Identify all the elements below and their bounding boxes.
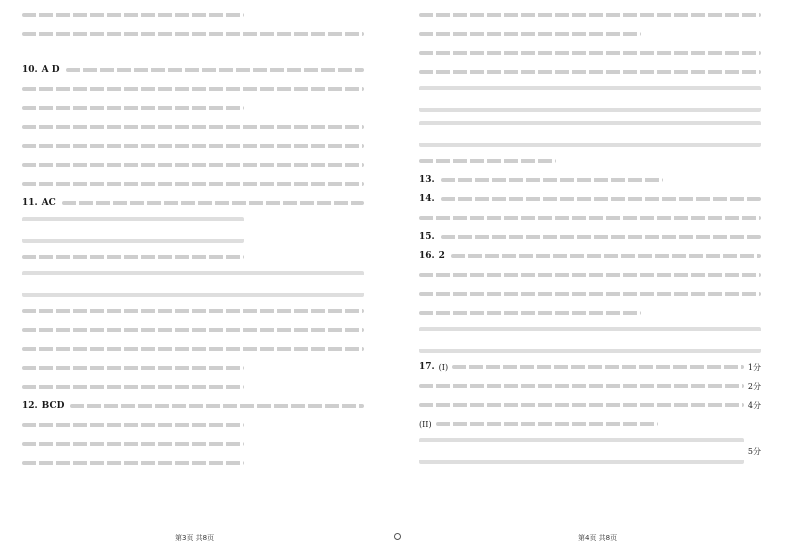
answer-key: AC — [41, 198, 56, 208]
line — [419, 213, 761, 223]
line — [22, 29, 364, 39]
question-16-heading — [419, 251, 761, 261]
line — [419, 419, 761, 429]
line — [22, 252, 364, 262]
page-number-right: 第4页 共8页 — [578, 534, 618, 542]
line — [419, 48, 761, 58]
line — [22, 271, 364, 297]
line — [22, 420, 364, 430]
line — [22, 306, 364, 316]
question-number: 14. — [419, 194, 435, 204]
question-number: 15. — [419, 232, 435, 242]
line — [419, 381, 761, 391]
line — [22, 48, 364, 58]
line — [419, 327, 761, 353]
line — [22, 84, 364, 94]
question-number: 17. — [419, 362, 435, 372]
score-label: 1分 — [747, 362, 761, 372]
question-number: 16. — [419, 251, 435, 261]
line — [22, 458, 364, 468]
question-number: 10. — [22, 65, 38, 75]
line — [419, 67, 761, 77]
line — [22, 344, 364, 354]
line — [22, 439, 364, 449]
answer-key: BCD — [41, 401, 65, 411]
question-number: 12. — [22, 401, 38, 411]
page-number-left: 第3页 共8页 — [175, 534, 215, 542]
line — [22, 382, 364, 392]
score-label: 4分 — [747, 400, 761, 410]
line — [419, 289, 761, 299]
line — [22, 363, 364, 373]
part-label: (II) — [419, 419, 432, 429]
line — [419, 308, 761, 318]
line — [419, 10, 761, 20]
score-label: 5分 — [747, 446, 761, 456]
left-page — [0, 0, 372, 530]
line — [22, 217, 364, 243]
line — [22, 141, 364, 151]
binding-hole-mark — [394, 533, 401, 540]
line — [419, 400, 761, 410]
line — [419, 438, 761, 464]
line — [22, 179, 364, 189]
right-page — [397, 0, 769, 530]
answer-key: A D — [41, 65, 60, 75]
line — [22, 325, 364, 335]
line — [419, 270, 761, 280]
line — [22, 10, 364, 20]
question-12-heading — [22, 401, 364, 411]
question-14-heading — [419, 194, 761, 204]
question-15-heading — [419, 232, 761, 242]
line — [419, 121, 761, 147]
part-label: (I) — [438, 362, 449, 372]
question-number: 11. — [22, 198, 38, 208]
score-label: 2分 — [747, 381, 761, 391]
line — [22, 103, 364, 113]
line — [22, 122, 364, 132]
answer-key: 2 — [438, 251, 445, 261]
line — [419, 86, 761, 112]
line — [22, 160, 364, 170]
line — [419, 156, 761, 166]
question-10-heading — [22, 65, 364, 75]
question-number: 13. — [419, 175, 435, 185]
question-11-heading — [22, 198, 364, 208]
question-17-heading — [419, 362, 761, 372]
question-13-heading — [419, 175, 761, 185]
line — [419, 29, 761, 39]
